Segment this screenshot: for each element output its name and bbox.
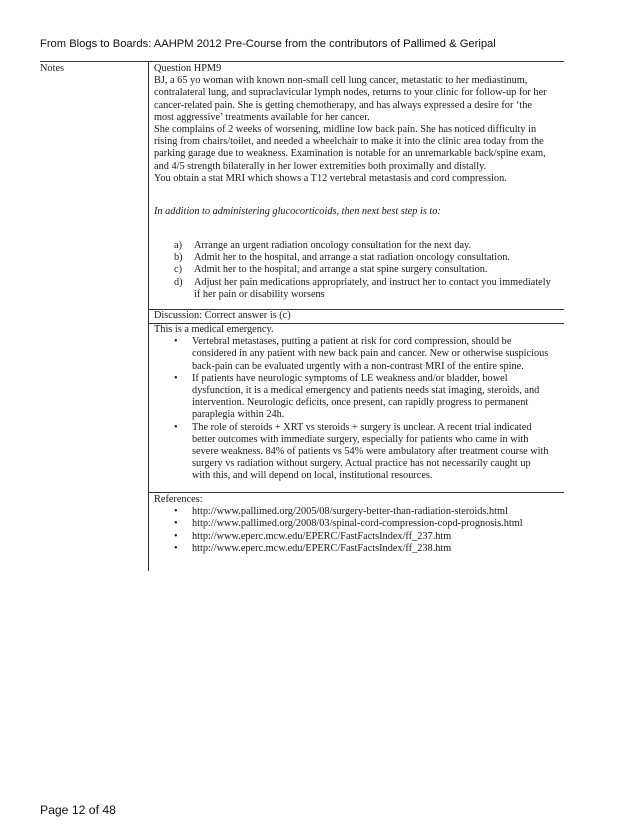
bullet-line: better outcomes with immediate surgery, especially for patients who came in with: [192, 433, 529, 445]
bullet-icon: •: [174, 530, 178, 542]
bullet-line: severe weakness. 84% of patients vs 54% were ambulatory after treatment course with: [192, 446, 549, 458]
reference-link[interactable]: http://www.eperc.mcw.edu/EPERC/FastFactsIndex/ff_238.htm: [192, 542, 452, 554]
bullet-line: intervention. Neurologic deficits, once present, can rapidly progress to permanent: [192, 397, 529, 409]
option-d: [174, 277, 564, 301]
page-number: Page 12 of 48: [40, 803, 116, 817]
reference-link[interactable]: http://www.pallimed.org/2005/08/surgery-better-than-radiation-steroids.html: [192, 506, 508, 518]
option-letter: a): [174, 240, 182, 251]
bullet-line: back-pain can be evaluated urgently with a non-contrast MRI of the entire spine.: [192, 360, 524, 372]
question-prompt: In addition to administering glucocorticoids, then next best step is to:: [154, 206, 441, 217]
case-line: She complains of 2 weeks of worsening, midline low back pain. She has noticed difficulty in: [154, 124, 537, 136]
document-header: From Blogs to Boards: AAHPM 2012 Pre-Course from the contributors of Pallimed & Geripal: [40, 38, 496, 50]
option-text: if her pain or disability worsens: [194, 288, 325, 300]
discussion-bullet: [174, 422, 564, 483]
bullet-icon: •: [174, 336, 178, 348]
option-text: Admit her to the hospital, and arrange a stat radiation oncology consultation.: [194, 252, 510, 264]
case-line: cancer-related pain. She is getting chemotherapy, and has always expressed a desire for ‘the: [154, 99, 532, 111]
discussion-intro: This is a medical emergency.: [154, 324, 274, 335]
case-line: most aggressive’ treatments available for her cancer.: [154, 111, 370, 123]
bullet-line: dysfunction, it is a medical emergency and patients needs stat imaging, steroids, and: [192, 385, 540, 397]
reference-link[interactable]: http://www.eperc.mcw.edu/EPERC/FastFactsIndex/ff_237.htm: [192, 530, 452, 542]
references-title: References:: [154, 494, 203, 505]
option-letter: b): [174, 252, 183, 264]
case-line: BJ, a 65 yo woman with known non-small cell lung cancer, metastatic to her mediastinum,: [154, 75, 528, 87]
discussion-bullet: [174, 373, 564, 422]
discussion-block: [154, 324, 564, 483]
question-block: [154, 63, 564, 185]
option-letter: d): [174, 276, 183, 288]
case-line: You obtain a stat MRI which shows a T12 vertebral metastasis and cord compression.: [154, 172, 507, 184]
option-b: [174, 252, 564, 264]
bullet-icon: •: [174, 542, 178, 554]
case-line: parking garage due to weakness. Examination is notable for an unremarkable back/spine exam,: [154, 148, 546, 160]
option-text: Admit her to the hospital, and arrange a stat spine surgery consultation.: [194, 264, 488, 276]
reference-link[interactable]: http://www.pallimed.org/2008/03/spinal-cord-compression-copd-prognosis.html: [192, 518, 523, 530]
bullet-icon: •: [174, 421, 178, 433]
correct-answer: Discussion: Correct answer is (c): [154, 310, 291, 321]
discussion-bullet: [174, 336, 564, 373]
option-text: Adjust her pain medications appropriately, and instruct her to contact you immediately: [194, 276, 551, 288]
option-letter: c): [174, 264, 182, 276]
case-description: [154, 75, 564, 185]
table-column-divider: [148, 61, 149, 571]
option-a: [174, 240, 564, 252]
answer-options: [154, 240, 564, 301]
bullet-line: Vertebral metastases, putting a patient at risk for cord compression, should be: [192, 336, 512, 348]
reference-item: [174, 506, 564, 518]
row-divider-references: [148, 492, 564, 493]
reference-item: [174, 518, 564, 530]
notes-column-label: Notes: [40, 63, 65, 74]
bullet-line: paraplegia within 24h.: [192, 409, 285, 421]
table-top-rule: [40, 61, 564, 62]
reference-item: [174, 531, 564, 543]
case-line: contralateral lung, and supraclavicular lymph nodes, returns to your clinic for follow-up for her: [154, 87, 547, 99]
case-line: and 4/5 strength bilaterally in her lower extremities both proximally and distally.: [154, 160, 487, 172]
question-title: Question HPM9: [154, 63, 222, 74]
bullet-line: with this, and will depend on local, institutional resources.: [192, 470, 433, 482]
bullet-line: surgery vs radiation without surgery. Actual practice has not necessarily caught up: [192, 458, 531, 470]
bullet-line: considered in any patient with new back pain and cancer. New or otherwise suspicious: [192, 348, 549, 360]
option-text: Arrange an urgent radiation oncology consultation for the next day.: [194, 240, 472, 251]
bullet-icon: •: [174, 518, 178, 530]
case-line: rising from chairs/toilet, and needed a wheelchair to make it into the clinic area today from the: [154, 136, 544, 148]
bullet-icon: •: [174, 372, 178, 384]
bullet-icon: •: [174, 506, 178, 518]
references-block: [154, 494, 564, 555]
bullet-line: The role of steroids + XRT vs steroids + surgery is unclear. A recent trial indicated: [192, 421, 532, 433]
option-c: [174, 264, 564, 276]
reference-item: [174, 543, 564, 555]
bullet-line: If patients have neurologic symptoms of LE weakness and/or bladder, bowel: [192, 372, 508, 384]
